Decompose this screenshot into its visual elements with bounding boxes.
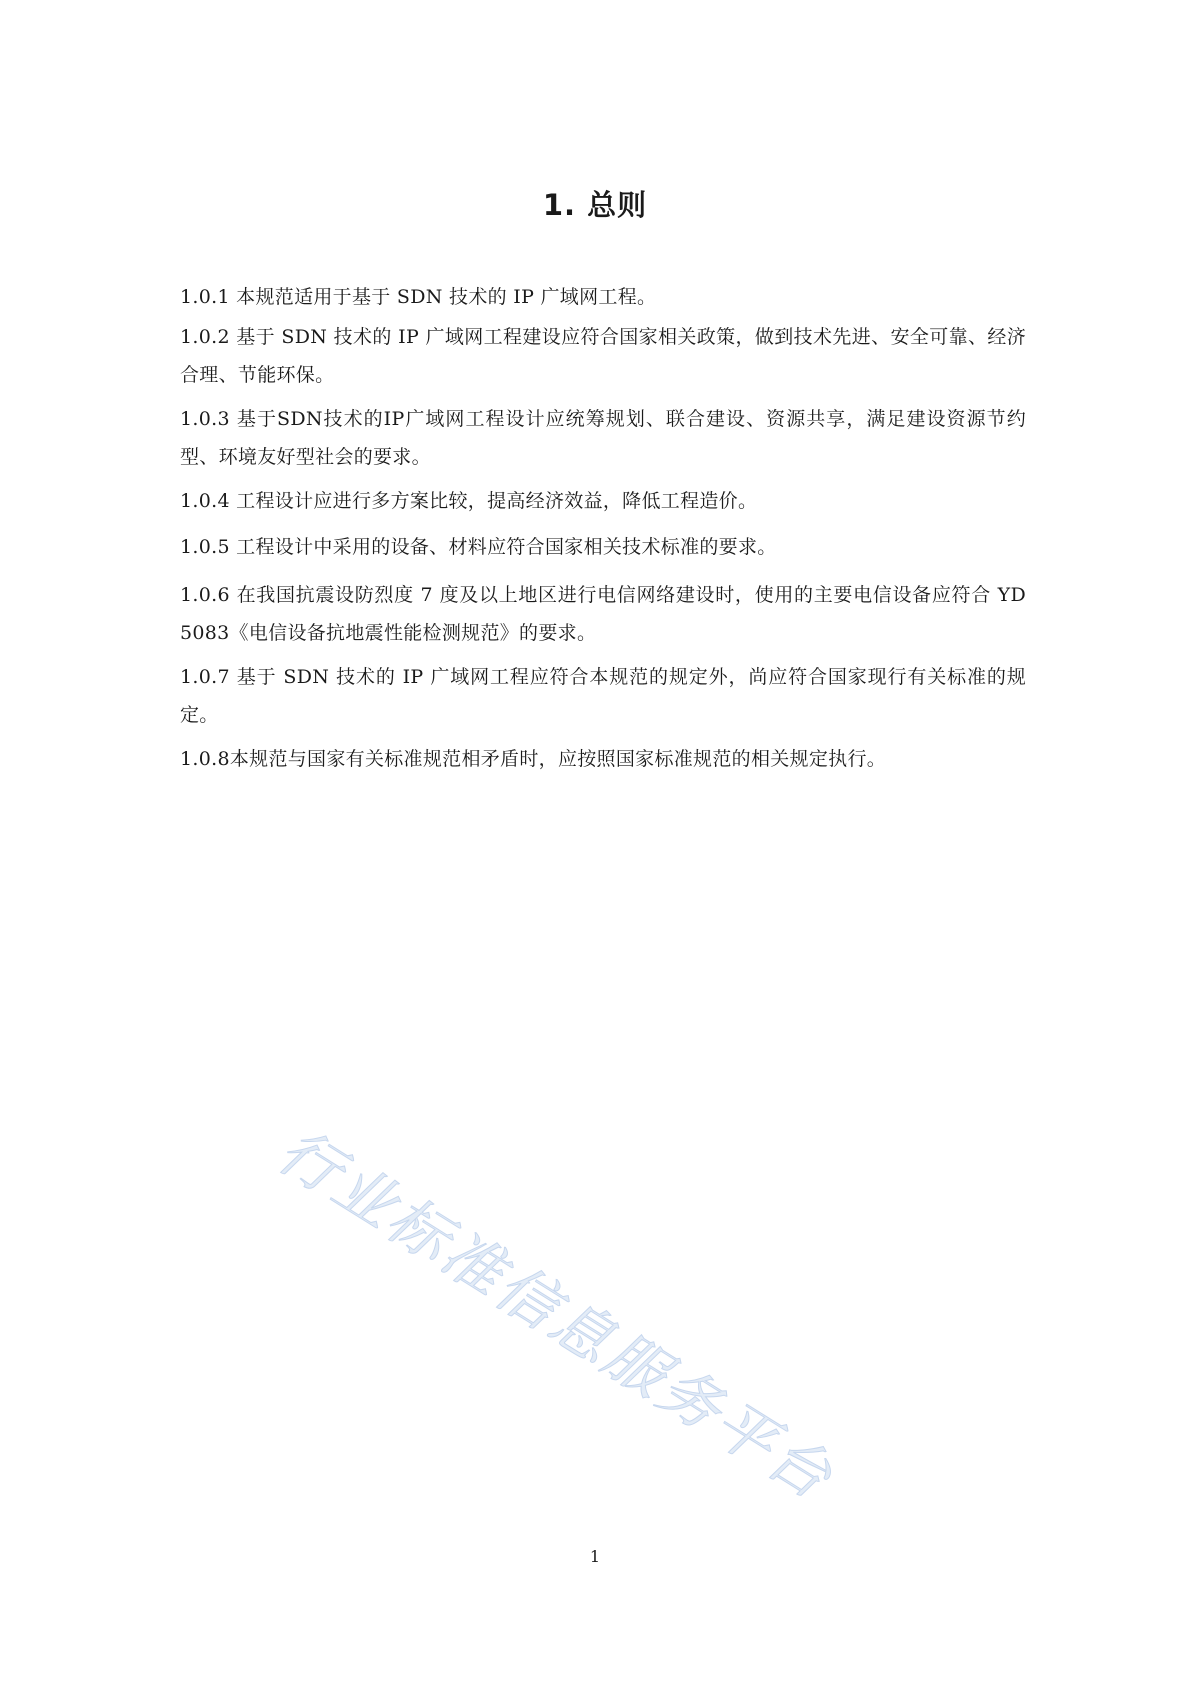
chapter-heading: 1. 总则 xyxy=(542,188,648,222)
clause-1-0-4: 1.0.4 工程设计应进行多方案比较，提高经济效益，降低工程造价。 xyxy=(180,490,758,512)
clause-1-0-7: 1.0.7 基于 SDN 技术的 IP 广域网工程应符合本规范的规定外，尚应符合国家现行有关标准的规定。 xyxy=(180,666,1026,726)
page-number: 1 xyxy=(589,1547,601,1566)
clause-1-0-5: 1.0.5 工程设计中采用的设备、材料应符合国家相关技术标准的要求。 xyxy=(180,536,777,558)
clause-list xyxy=(180,278,1026,784)
clause-1-0-6: 1.0.6 在我国抗震设防烈度 7 度及以上地区进行电信网络建设时，使用的主要电信设备应符合 YD 5083《电信设备抗地震性能检测规范》的要求。 xyxy=(180,584,1026,644)
clause-1-0-8: 1.0.8本规范与国家有关标准规范相矛盾时，应按照国家标准规范的相关规定执行。 xyxy=(180,748,887,770)
clause-1-0-2: 1.0.2 基于 SDN 技术的 IP 广域网工程建设应符合国家相关政策，做到技术先进、安全可靠、经济合理、节能环保。 xyxy=(180,326,1026,386)
clause-1-0-3: 1.0.3 基于SDN技术的IP广域网工程设计应统筹规划、联合建设、资源共享，满足建设资源节约型、环境友好型社会的要求。 xyxy=(180,408,1026,468)
clause-1-0-1: 1.0.1 本规范适用于基于 SDN 技术的 IP 广域网工程。 xyxy=(180,286,657,308)
watermark-text: 行业标准信息服务平台 xyxy=(266,1116,846,1515)
